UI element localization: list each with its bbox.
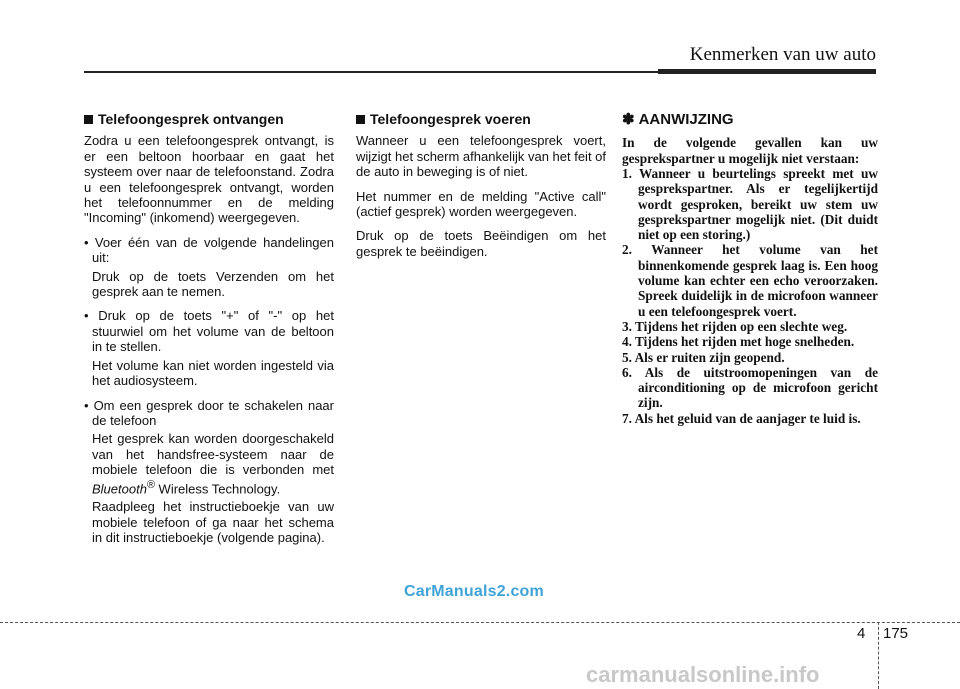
note-heading-text: AANWIJZING (638, 111, 734, 128)
note-heading (622, 112, 878, 127)
section-heading-text: Telefoongesprek voeren (370, 111, 531, 127)
registered-mark: ® (146, 478, 155, 491)
note-list-item: 4. Tijdens het rijden met hoge snelheden. (622, 334, 855, 350)
note-list-item: 1. Wanneer u beurtelings spreekt met uw gesprekspartner. Als er tegelijkertijd wordt gesproken, bereikt uw stem uw gesprekspartner mogelijk niet. (Dit duidt niet op een storing.) (622, 166, 878, 243)
bullet-subtext-part: Het gesprek kan worden doorgeschakeld van het handsfree-systeem naar de mobiele telefoon die is verbonden met (92, 431, 334, 478)
column-receive-call (84, 112, 334, 554)
bullet-item: • Druk op de toets "+" of "-" op het stuurwiel om het volume van de beltoon in te stellen. (84, 308, 334, 355)
note-list-item: 6. Als de uitstroomopeningen van de airconditioning op de microfoon gericht zijn. (622, 364, 878, 411)
note-body (622, 135, 878, 426)
paragraph: Zodra u een telefoongesprek ontvangt, is er een beltoon hoorbaar en gaat het systeem over naar de telefoonstand. Zodra u een telefoongesprek ontvangt, worden het telefoonnummer en de melding "Incoming" (inkomend) weergegeven. (84, 133, 334, 226)
bullet-subtext (84, 431, 334, 496)
header-rule-thick (658, 69, 876, 74)
section-heading-text: Telefoongesprek ontvangen (98, 111, 284, 127)
bullet-subtext: Het volume kan niet worden ingesteld via het audiosysteem. (92, 357, 334, 389)
bluetooth-brand: Bluetooth (92, 480, 147, 496)
chapter-number: 4 (857, 625, 866, 642)
bullet-subtext: Raadpleeg het instructieboekje van uw mobiele telefoon of ga naar het schema in dit instructieboekje (volgende pagina). (92, 499, 334, 546)
paragraph: Het nummer en de melding "Active call" (actief gesprek) worden weergegeven. (356, 188, 606, 220)
column-note (622, 112, 878, 426)
bottom-watermark: carmanualsonline.info (586, 662, 820, 687)
note-list-item: 5. Als er ruiten zijn geopend. (622, 349, 785, 365)
bullet-item: • Voer één van de volgende handelingen uit: (84, 234, 334, 266)
footer-dashed-divider (878, 622, 879, 689)
note-list (622, 166, 878, 426)
note-intro: In de volgende gevallen kan uw gesprekspartner u mogelijk niet verstaan: (622, 135, 878, 166)
star-icon: ✽ (622, 111, 635, 128)
column-make-call (356, 112, 606, 268)
square-bullet-icon (84, 115, 93, 124)
bullet-item: • Om een gesprek door te schakelen naar de telefoon (84, 397, 334, 428)
section-heading (84, 112, 334, 127)
note-list-item: 3. Tijdens het rijden op een slechte weg. (622, 318, 848, 334)
section-heading (356, 112, 606, 127)
header-title: Kenmerken van uw auto (689, 44, 876, 65)
note-list-item: 2. Wanneer het volume van het binnenkomende gesprek laag is. Een hoog volume kan echter een echo veroorzaken. Spreek duidelijk in de microfoon wanneer u een telefoongesprek voert. (622, 242, 878, 319)
paragraph: Wanneer u een telefoongesprek voert, wijzigt het scherm afhankelijk van het feit of de auto in beweging is of niet. (356, 133, 607, 180)
page-number: 175 (883, 625, 909, 642)
note-list-item: 7. Als het geluid van de aanjager te luid is. (622, 410, 861, 426)
bullet-subtext-part: Wireless Technology. (158, 480, 281, 496)
paragraph: Druk op de toets Beëindigen om het gesprek te beëindigen. (356, 228, 606, 259)
footer-dashed-rule (0, 622, 960, 623)
bullet-subtext: Druk op de toets Verzenden om het gesprek aan te nemen. (92, 268, 334, 300)
carmanuals-watermark-link[interactable]: CarManuals2.com (404, 583, 544, 600)
header-rule-thin (84, 71, 658, 73)
square-bullet-icon (356, 115, 365, 124)
